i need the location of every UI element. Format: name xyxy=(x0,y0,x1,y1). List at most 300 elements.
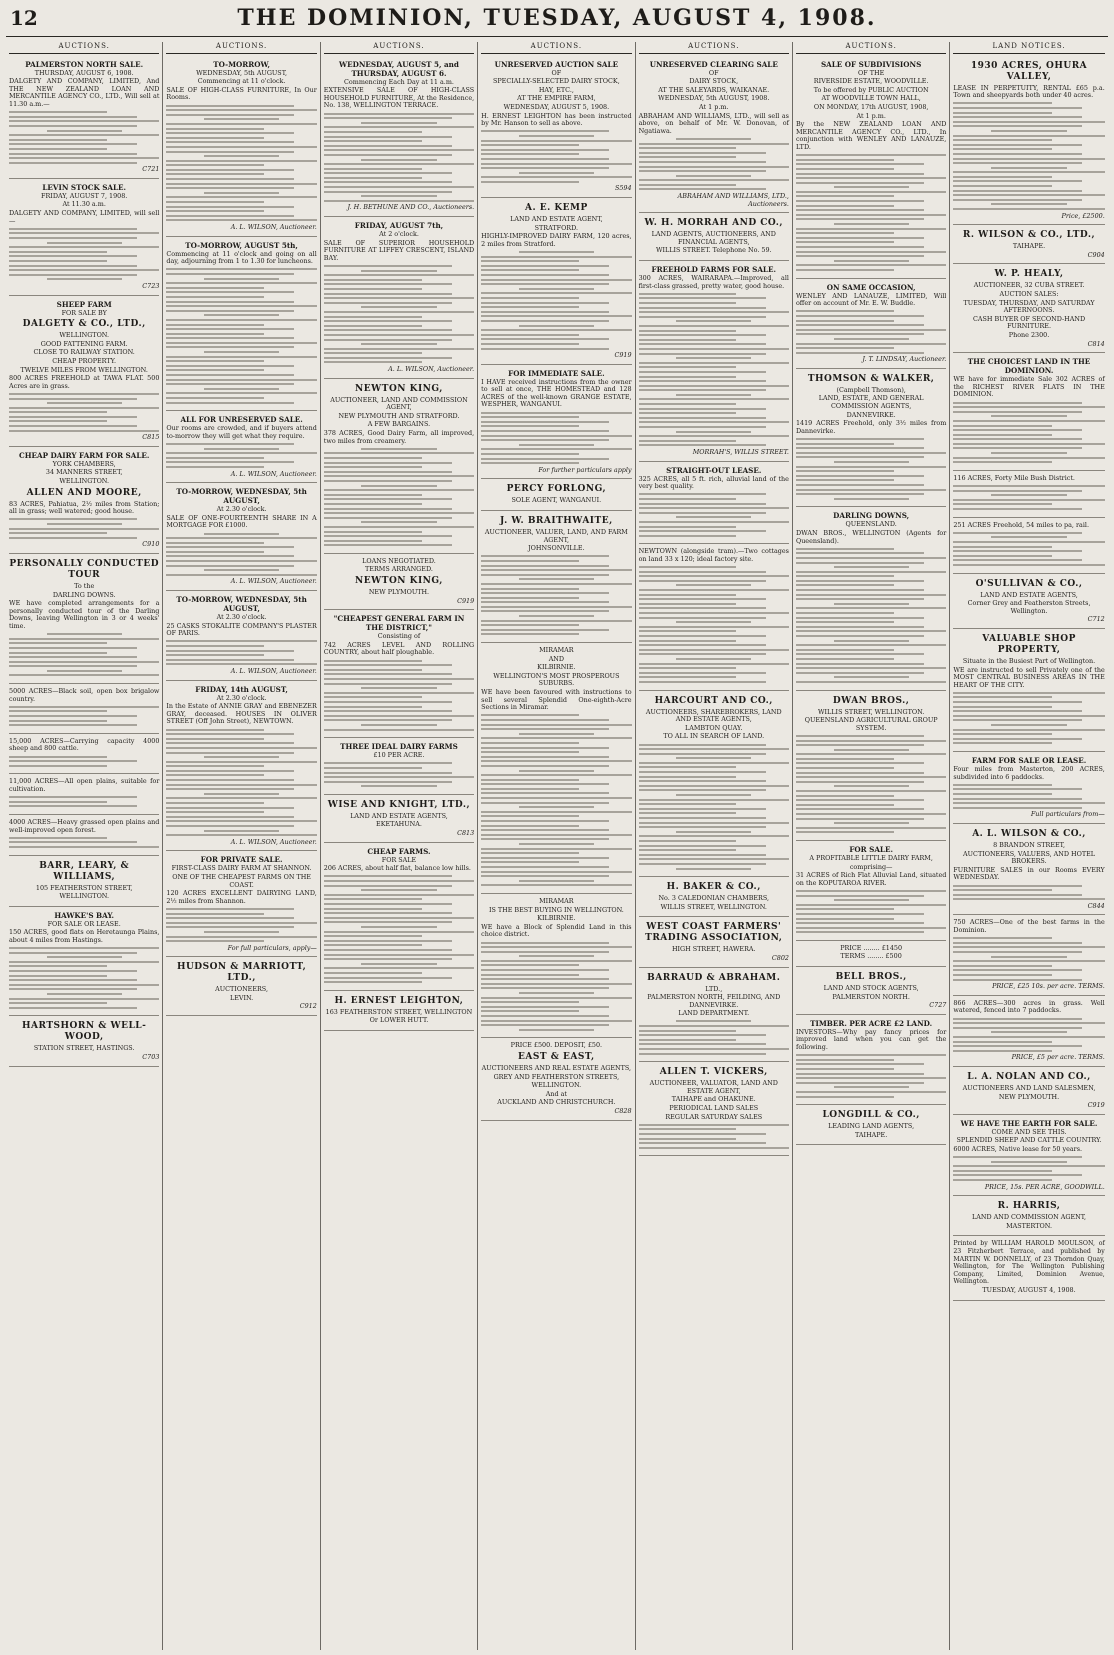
ad-title: FOR SALE. xyxy=(849,844,893,854)
ad-headline: PERSONALLY CONDUCTED TOUR xyxy=(9,558,160,580)
columns-container xyxy=(6,42,1108,1650)
advertiser-name: BARRAUD & ABRAHAM. xyxy=(647,972,781,983)
ad-signature: C723 xyxy=(142,281,160,290)
advertiser-name: HUDSON & MARRIOTT, LTD., xyxy=(176,962,307,984)
advertiser-name: 1930 ACRES, OHURA VALLEY, xyxy=(970,60,1088,82)
advertisement xyxy=(953,471,1104,518)
ad-body: H. ERNEST LEIGHTON has been instructed by Mr. Hanson to sell as above. xyxy=(481,111,632,128)
advertisement xyxy=(953,264,1104,353)
column-2 xyxy=(163,42,320,1650)
ad-subline: WELLINGTON. xyxy=(59,477,110,486)
small-print-text xyxy=(166,268,316,403)
advertisement xyxy=(481,479,631,511)
advertisement xyxy=(481,894,631,1038)
small-print-text xyxy=(953,485,1104,510)
small-print-text xyxy=(9,947,159,1009)
advertisement xyxy=(953,629,1104,752)
ad-subline: YORK CHAMBERS, xyxy=(52,459,116,468)
ad-title: UNRESERVED CLEARING SALE xyxy=(649,59,778,69)
ad-body: WE have completed arrangements for a personally conducted tour of the Darling Downs, leaving Wellington in 3 or 4 weeks' time. xyxy=(9,599,160,630)
ad-subline: AUCTIONEER, 32 CUBA STREET. xyxy=(973,281,1085,290)
advertisement xyxy=(481,1038,631,1120)
advertiser-name: DALGETY & CO., LTD., xyxy=(22,319,146,330)
ad-signature: C727 xyxy=(929,1001,947,1010)
advertisement xyxy=(481,365,631,480)
advertisement xyxy=(324,56,474,217)
ad-body: SALE OF HIGH-CLASS FURNITURE, In Our Rooms. xyxy=(166,85,317,102)
small-print-text xyxy=(481,251,631,349)
ad-subline: WEDNESDAY, 5th AUGUST, xyxy=(196,68,288,77)
ad-subline: AUCTIONEERS, VALUERS, AND HOTEL BROKERS. xyxy=(963,849,1096,866)
advertisement xyxy=(953,1067,1104,1115)
ad-title: FOR PRIVATE SALE. xyxy=(200,855,283,865)
advertiser-name: H. BAKER & CO., xyxy=(666,882,761,893)
ad-body: 866 ACRES—300 acres in grass. Well watered, fenced into 7 paddocks. xyxy=(953,998,1105,1015)
column-7 xyxy=(950,42,1107,1650)
ad-subline: KILBIRNIE. xyxy=(537,914,576,923)
ad-subline: 34 MANNERS STREET, xyxy=(45,468,123,477)
ad-signature: Full particulars from— xyxy=(1030,810,1105,819)
small-print-text xyxy=(9,837,159,848)
ad-subline: A FEW BARGAINS. xyxy=(367,420,431,429)
ad-signature: C919 xyxy=(614,351,632,360)
advertisement xyxy=(796,841,946,941)
ad-body: 120 ACRES EXCELLENT DAIRYING LAND, 2½ miles from Shannon. xyxy=(166,889,317,905)
ad-signature: PRICE, £5 per acre. TERMS. xyxy=(1011,1053,1105,1062)
ad-subline: LAND AND ESTATE AGENTS, xyxy=(980,590,1078,599)
ad-signature: A. L. WILSON, Auctioneer. xyxy=(388,365,475,374)
small-print-text xyxy=(953,102,1104,210)
small-print-text xyxy=(324,875,474,983)
small-print-text xyxy=(953,937,1104,980)
advertisement xyxy=(324,610,474,738)
advertisement xyxy=(166,681,316,852)
ad-title: TO-MORROW, xyxy=(213,59,270,69)
ad-subline: HIGH STREET, HAWERA. xyxy=(671,945,756,954)
advertisement xyxy=(639,462,789,545)
ad-subline: QUEENSLAND AGRICULTURAL GROUP SYSTEM. xyxy=(804,716,938,732)
ad-subline: LAND AND ESTATE AGENTS, xyxy=(350,811,448,820)
ad-signature: A. L. WILSON, Auctioneer. xyxy=(230,666,317,675)
advertisement xyxy=(9,296,159,447)
ad-subline: At 2.30 o'clock. xyxy=(216,505,267,514)
small-print-text xyxy=(166,105,316,222)
advertisement xyxy=(9,907,159,1017)
ad-title: UNRESERVED AUCTION SALE xyxy=(494,59,619,69)
ad-title: TO-MORROW, WEDNESDAY, 5th AUGUST, xyxy=(176,487,307,506)
small-print-text xyxy=(481,942,631,1031)
advertiser-name: EAST & EAST, xyxy=(518,1051,595,1062)
advertiser-name: WEST COAST FARMERS' TRADING ASSOCIATION, xyxy=(645,922,783,944)
ad-subline: Commencing Each Day at 11 a.m. xyxy=(344,77,454,86)
advertiser-name: BELL BROS., xyxy=(835,972,907,983)
ad-subline: AUCTIONEERS, SHAREBROKERS, LAND AND ESTATE AGENTS, xyxy=(645,707,782,724)
ad-subline: MIRAMAR xyxy=(539,646,574,655)
ad-subline: CLOSE TO RAILWAY STATION. xyxy=(33,348,135,357)
ad-subline: NEW PLYMOUTH AND STRATFORD. xyxy=(338,411,460,420)
column-heading: AUCTIONS. xyxy=(166,42,316,54)
ad-subline: LOANS NEGOTIATED. xyxy=(362,556,436,565)
ad-body: Four miles from Masterton, 200 ACRES, subdivided into 6 paddocks. xyxy=(953,765,1105,781)
ad-subline: TAIHAPE. xyxy=(855,1130,888,1139)
advertisement xyxy=(166,957,316,1016)
small-print-text xyxy=(9,111,159,164)
ad-subline: OF xyxy=(708,68,719,77)
small-print-text xyxy=(166,729,316,837)
ad-body: 300 ACRES, WAIRARAPA.—Improved, all first-class grassed, pretty water, good house. xyxy=(638,274,789,290)
ad-subline: Situate in the Busiest Part of Wellington. xyxy=(962,656,1096,665)
ad-body: LEASE IN PERPETUITY, RENTAL £65 p.a. Town and sheepyards both under 40 acres. xyxy=(953,83,1105,100)
ad-title: ALL FOR UNRESERVED SALE. xyxy=(180,415,303,425)
ad-title: TO-MORROW, AUGUST 5th, xyxy=(185,240,298,250)
ad-subline: FRIDAY, AUGUST 7, 1908. xyxy=(41,191,128,200)
ad-title: TIMBER. PER ACRE £2 LAND. xyxy=(810,1018,933,1028)
ad-signature: MORRAH'S, WILLIS STREET. xyxy=(692,448,789,456)
small-print-text xyxy=(796,154,946,271)
ad-signature: For full particulars, apply— xyxy=(227,943,317,952)
advertisement xyxy=(953,574,1104,629)
ad-title: "CHEAPEST GENERAL FARM IN THE DISTRICT," xyxy=(333,614,465,633)
advertisement xyxy=(166,56,316,237)
small-print-text xyxy=(9,756,159,767)
advertiser-name: H. ERNEST LEIGHTON, xyxy=(334,995,464,1006)
ad-subline: At 2.30 o'clock. xyxy=(216,693,267,702)
ad-subline: WILLIS STREET, WELLINGTON. xyxy=(817,707,925,716)
advertisement xyxy=(324,795,474,843)
ad-subline: MASTERTON. xyxy=(1006,1221,1052,1230)
advertiser-name: O'SULLIVAN & CO., xyxy=(975,578,1083,589)
advertisement xyxy=(9,856,159,907)
ad-subline: At 1 p.m. xyxy=(699,102,729,111)
advertisement xyxy=(953,225,1104,264)
ad-signature: C813 xyxy=(457,829,475,838)
ad-signature: C815 xyxy=(142,433,160,442)
ad-subline: AUCKLAND AND CHRISTCHURCH. xyxy=(497,1098,616,1107)
advertisement xyxy=(9,815,159,856)
advertisement xyxy=(639,544,789,690)
advertisement xyxy=(953,56,1104,226)
ad-subline: ON MONDAY, 17th AUGUST, 1908, xyxy=(813,102,929,111)
ad-signature: J. H. BETHUNE AND CO., Auctioneers. xyxy=(347,203,475,212)
ad-subline: SOLE AGENT, WANGANUI. xyxy=(511,496,602,505)
ad-signature: PRICE, £25 10s. per acre. TERMS. xyxy=(992,982,1105,991)
ad-body: 742 ACRES LEVEL AND ROLLING COUNTRY, about half ploughable. xyxy=(323,640,475,657)
advertiser-name: NEWTON KING, xyxy=(355,576,443,587)
ad-subline: STATION STREET, HASTINGS. xyxy=(33,1044,135,1053)
small-print-text xyxy=(639,566,789,683)
masthead xyxy=(6,0,1108,37)
small-print-text xyxy=(9,706,159,726)
advertisement xyxy=(9,179,159,296)
advertisement xyxy=(639,213,789,261)
ad-body: WENLEY AND LANAUZE, LIMITED, Will offer on account of Mr. E. W. Buddle. xyxy=(795,291,947,308)
ad-subline: EKETAHUNA. xyxy=(376,820,422,829)
ad-subline: £10 PER ACRE. xyxy=(373,751,425,760)
advertisement xyxy=(324,738,474,795)
page-number: 12 xyxy=(10,6,38,30)
ad-subline: PERIODICAL LAND SALES xyxy=(669,1104,759,1112)
small-print-text xyxy=(953,784,1104,809)
ad-title: ON SAME OCCASION, xyxy=(826,282,916,292)
ad-subline: LAND DEPARTMENT. xyxy=(678,1009,750,1018)
ad-title: PALMERSTON NORTH SALE. xyxy=(25,59,144,69)
advertiser-name: L. A. NOLAN AND CO., xyxy=(967,1071,1091,1082)
ad-subline: WEDNESDAY, 5th AUGUST, 1908. xyxy=(658,94,770,103)
ad-title: WE HAVE THE EARTH FOR SALE. xyxy=(960,1118,1098,1128)
column-heading: AUCTIONS. xyxy=(639,42,789,54)
advertiser-name: A. E. KEMP xyxy=(524,203,588,214)
advertiser-name: THOMSON & WALKER, xyxy=(807,373,935,384)
advertiser-name: W. H. MORRAH AND CO., xyxy=(644,218,784,229)
ad-body: DALGETY AND COMPANY, LIMITED, will sell— xyxy=(9,209,160,225)
ad-title: LEVIN STOCK SALE. xyxy=(42,182,126,192)
ad-title: SHEEP FARM xyxy=(56,299,112,309)
ad-subline: LAND AND ESTATE AGENT, xyxy=(510,215,603,224)
advertiser-name: J. W. BRAITHWAITE, xyxy=(500,515,613,526)
ad-title: THE CHOICEST LAND IN THE DOMINION. xyxy=(967,357,1091,376)
advertisement xyxy=(324,991,474,1031)
column-1 xyxy=(6,42,163,1650)
ad-body: I HAVE received instructions from the owner to sell at once, THE HOMESTEAD and 128 ACRES of the well-known GRANGE ESTATE, WESPHER, WANGANUI. xyxy=(481,377,632,409)
ad-subline: LAND AND STOCK AGENTS, xyxy=(823,984,919,993)
ad-title: DARLING DOWNS, xyxy=(833,511,910,521)
ad-title: SALE OF SUBDIVISIONS xyxy=(820,59,922,69)
ad-signature: C919 xyxy=(1087,1101,1105,1110)
small-print-text xyxy=(481,555,631,635)
small-print-text xyxy=(9,518,159,538)
advertisement xyxy=(796,967,946,1015)
advertiser-name: ALLEN AND MOORE, xyxy=(26,487,142,498)
ad-subline: WELLINGTON. xyxy=(59,892,110,901)
advertiser-name: BARR, LEARY, & WILLIAMS, xyxy=(39,860,130,882)
ad-title: TO-MORROW, WEDNESDAY, 5th AUGUST, xyxy=(176,595,307,614)
ad-subline: OF xyxy=(551,68,562,77)
ad-body: NEWTOWN (alongside tram).—Two cottages on land 33 x 120; ideal factory site. xyxy=(638,547,789,563)
small-print-text xyxy=(9,228,159,281)
advertisement xyxy=(9,684,159,734)
advertisement xyxy=(639,968,789,1063)
ad-subline: Phone 2300. xyxy=(1008,330,1050,339)
small-print-text xyxy=(796,310,946,353)
ad-subline: PRICE ........ £1450 xyxy=(840,943,903,952)
advertisement xyxy=(639,56,789,214)
printer-imprint xyxy=(953,1236,1104,1300)
ad-subline: AUCTIONEER, VALUATOR, LAND AND ESTATE AGENT, xyxy=(649,1079,778,1095)
advertisement xyxy=(796,369,946,507)
ad-subline: SPLENDID SHEEP AND CATTLE COUNTRY. xyxy=(956,1136,1102,1145)
ad-signature: C721 xyxy=(142,165,160,174)
ad-subline: AUCTIONEERS AND REAL ESTATE AGENTS, xyxy=(481,1063,632,1072)
small-print-text xyxy=(953,1156,1104,1181)
ad-subline: WILLIS STREET. Telephone No. 59. xyxy=(655,246,772,255)
column-heading: AUCTIONS. xyxy=(324,42,474,54)
ad-body: 83 ACRES, Pahiatua, 2½ miles from Station; all in grass; well watered; good house. xyxy=(9,499,160,516)
advertiser-name: A. L. WILSON & CO., xyxy=(972,828,1086,839)
column-heading: AUCTIONS. xyxy=(796,42,946,54)
ad-subline: DAIRY STOCK, xyxy=(689,77,739,86)
small-print-text xyxy=(324,113,474,202)
small-print-text xyxy=(324,762,474,787)
ad-body: SALE OF SUPERIOR HOUSEHOLD FURNITURE AT LIFFEY CRESCENT, ISLAND BAY. xyxy=(323,238,475,262)
ad-signature: PRICE, 15s. PER ACRE, GOODWILL. xyxy=(984,1182,1105,1191)
ad-subline: QUEENSLAND. xyxy=(845,520,897,529)
ad-subline: TERMS ........ £500 xyxy=(840,952,902,961)
small-print-text xyxy=(639,138,789,191)
ad-subline: TAIHAPE. xyxy=(1012,242,1046,251)
advertisement xyxy=(481,56,631,198)
advertisement xyxy=(796,941,946,967)
advertisement xyxy=(324,554,474,610)
advertisement xyxy=(9,554,159,684)
small-print-text xyxy=(481,714,631,886)
ad-subline: AT THE SALEYARDS, WAIKANAE. xyxy=(658,85,770,94)
column-6 xyxy=(793,42,950,1650)
ad-subline: comprising— xyxy=(849,862,893,871)
ad-title: CHEAP FARMS. xyxy=(367,846,431,856)
advertisement xyxy=(166,411,316,483)
ad-subline: CASH BUYER OF SECOND-HAND FURNITURE. xyxy=(973,314,1086,331)
ad-subline: IS THE BEST BUYING IN WELLINGTON. xyxy=(488,905,624,914)
ad-subline: JOHNSONVILLE. xyxy=(528,544,585,553)
ad-body: Our rooms are crowded, and if buyers attend to-morrow they will get what they require. xyxy=(166,424,317,440)
ad-body: 4000 ACRES—Heavy grassed open plains and well-improved open forest. xyxy=(9,817,160,834)
ad-body: 11,000 ACRES—All open plains, suitable for cultivation. xyxy=(9,777,160,793)
ad-subline: FOR SALE BY xyxy=(61,308,107,317)
ad-signature: J. T. LINDSAY, Auctioneer. xyxy=(862,355,947,364)
ad-signature: ABRAHAM AND WILLIAMS, LTD., Auctioneers. xyxy=(677,192,789,208)
ad-body: FURNITURE SALES in our Rooms EVERY WEDNESDAY. xyxy=(953,865,1105,882)
advertiser-name: ALLEN T. VICKERS, xyxy=(659,1067,768,1078)
ad-body: ABRAHAM AND WILLIAMS, LTD., will sell as above, on behalf of Mr. W. Donovan, of Ngatiawa. xyxy=(638,111,789,135)
ad-subline: AUCTIONEERS AND LAND SALESMEN, xyxy=(962,1083,1096,1092)
ad-subline: NEW PLYMOUTH. xyxy=(368,588,430,597)
ad-subline: THURSDAY, AUGUST 6, 1908. xyxy=(34,68,134,77)
ad-subline: PALMERSTON NORTH. xyxy=(832,992,910,1001)
advertisement xyxy=(953,1196,1104,1236)
column-4 xyxy=(478,42,635,1650)
advertisement xyxy=(481,198,631,365)
advertiser-name: PERCY FORLONG, xyxy=(506,484,607,495)
ad-subline: WELLINGTON'S MOST PROSPEROUS SUBURBS. xyxy=(493,671,620,688)
ad-body: SALE OF ONE-FOURTEENTH SHARE IN A MORTGAGE FOR £1000. xyxy=(166,513,317,530)
ad-body: INVESTORS—Why pay fancy prices for improved land when you can get the following. xyxy=(795,1027,947,1052)
ad-subline: AT THE EMPIRE FARM, xyxy=(517,94,596,103)
ad-subline: TERMS ARRANGED. xyxy=(365,565,433,574)
ad-subline: Commencing at 11 o'clock. xyxy=(197,77,286,86)
advertisement xyxy=(796,691,946,841)
ad-subline: No. 3 CALEDONIAN CHAMBERS, xyxy=(658,894,770,903)
ad-subline: NEW PLYMOUTH. xyxy=(998,1092,1060,1101)
ad-signature: C919 xyxy=(457,596,475,605)
ad-subline: PRICE £500. DEPOSIT, £50. xyxy=(510,1041,603,1050)
ad-subline: STRATFORD. xyxy=(534,223,579,232)
advertisement xyxy=(796,1105,946,1145)
ad-signature: A. L. WILSON, Auctioneer. xyxy=(230,577,317,586)
ad-subline: DARLING DOWNS. xyxy=(52,590,116,599)
column-heading: AUCTIONS. xyxy=(481,42,631,54)
advertisement xyxy=(796,507,946,690)
small-print-text xyxy=(953,402,1104,464)
advertiser-name: HARCOURT AND CO., xyxy=(654,695,773,706)
ad-subline: At 2 o'clock. xyxy=(379,230,419,239)
ad-subline: AUCTIONEER, LAND AND COMMISSION AGENT, xyxy=(330,395,468,412)
small-print-text xyxy=(639,293,789,447)
ad-signature: Price, £2500. xyxy=(1061,211,1105,220)
ad-subline: KILBIRNIE. xyxy=(537,663,576,672)
ad-subline: AND xyxy=(548,654,565,663)
advertisement xyxy=(166,237,316,412)
ad-signature: C703 xyxy=(142,1052,160,1061)
column-3 xyxy=(321,42,478,1650)
small-print-text xyxy=(166,640,316,665)
small-print-text xyxy=(953,1018,1104,1052)
ad-subline: GREY AND FEATHERSTON STREETS, xyxy=(493,1072,620,1081)
ad-signature: C844 xyxy=(1087,901,1105,910)
ad-signature: A. L. WILSON, Auctioneer. xyxy=(230,837,317,846)
ad-subline: COME AND SEE THIS. xyxy=(991,1127,1067,1136)
ad-body: 325 ACRES, all 5 ft. rich, alluvial land of the very best quality. xyxy=(638,474,789,491)
small-print-text xyxy=(796,438,946,500)
ad-title: STRAIGHT-OUT LEASE. xyxy=(666,465,762,475)
ad-subline: LAND AND COMMISSION AGENT, xyxy=(972,1213,1087,1222)
ad-subline: OF THE xyxy=(858,68,885,77)
small-print-text xyxy=(953,532,1104,566)
advertiser-name: NEWTON KING, xyxy=(355,383,443,394)
ad-subline: PALMERSTON NORTH, FEILDING, AND DANNEVIRKE. xyxy=(647,993,781,1009)
ad-body: DALGETY AND COMPANY, LIMITED, And THE NEW ZEALAND LOAN AND MERCANTILE AGENCY CO., LTD., Will sell at 11.30 a.m.— xyxy=(9,77,160,108)
ad-subline: REGULAR SATURDAY SALES xyxy=(665,1112,763,1121)
small-print-text xyxy=(481,130,631,183)
ad-body: 5000 ACRES—Black soil, open box brigalow country. xyxy=(9,687,160,703)
ad-subline: AUCTION SALES: xyxy=(999,290,1059,298)
ad-body: 25 CASKS STOKALITE COMPANY'S PLASTER OF PARIS. xyxy=(166,621,317,638)
ad-subline: FOR SALE xyxy=(381,855,417,864)
advertisement xyxy=(953,353,1104,471)
ad-subline: 163 FEATHERSTON STREET, WELLINGTON xyxy=(325,1007,473,1016)
ad-body: 1419 ACRES Freehold, only 3½ miles from Dannevirke. xyxy=(795,419,947,435)
advertiser-name: R. HARRIS, xyxy=(997,1201,1061,1212)
ad-subline: (Campbell Thomson), xyxy=(836,385,906,394)
ad-signature: C904 xyxy=(1087,250,1105,259)
advertisement xyxy=(9,56,159,179)
advertisement xyxy=(953,518,1104,574)
advertisement xyxy=(324,379,474,554)
advertiser-name: W. P. HEALY, xyxy=(994,269,1064,280)
ad-subline: AT WOODVILLE TOWN HALL, xyxy=(821,94,921,103)
ad-body: 750 ACRES—One of the best farms in the Dominion. xyxy=(953,918,1105,935)
ad-subline: AUCTIONEERS, xyxy=(215,985,268,994)
ad-body: 116 ACRES, Forty Mile Bush District. xyxy=(953,473,1075,482)
advertisement xyxy=(166,483,316,591)
ad-title: FREEHOLD FARMS FOR SALE. xyxy=(651,265,776,275)
advertisement xyxy=(796,1015,946,1105)
ad-signature: C910 xyxy=(142,540,160,549)
ad-subline: WELLINGTON. xyxy=(59,331,110,340)
newspaper-title: THE DOMINION, TUESDAY, AUGUST 4, 1908. xyxy=(237,5,877,31)
column-heading: LAND NOTICES. xyxy=(953,42,1104,54)
ad-subline: GOOD FATTENING FARM. xyxy=(40,339,128,348)
small-print-text xyxy=(639,744,789,870)
ad-subline: LEADING LAND AGENTS, xyxy=(828,1122,915,1131)
advertisement xyxy=(9,734,159,775)
ad-subline: RIVERSIDE ESTATE, WOODVILLE. xyxy=(813,77,929,86)
ad-subline: To be offered by PUBLIC AUCTION xyxy=(813,85,929,94)
small-print-text xyxy=(9,796,159,807)
ad-subline: ONE OF THE CHEAPEST FARMS ON THE COAST. xyxy=(172,872,311,889)
small-print-text xyxy=(639,1020,789,1054)
advertisement xyxy=(953,824,1104,916)
small-print-text xyxy=(481,412,631,465)
